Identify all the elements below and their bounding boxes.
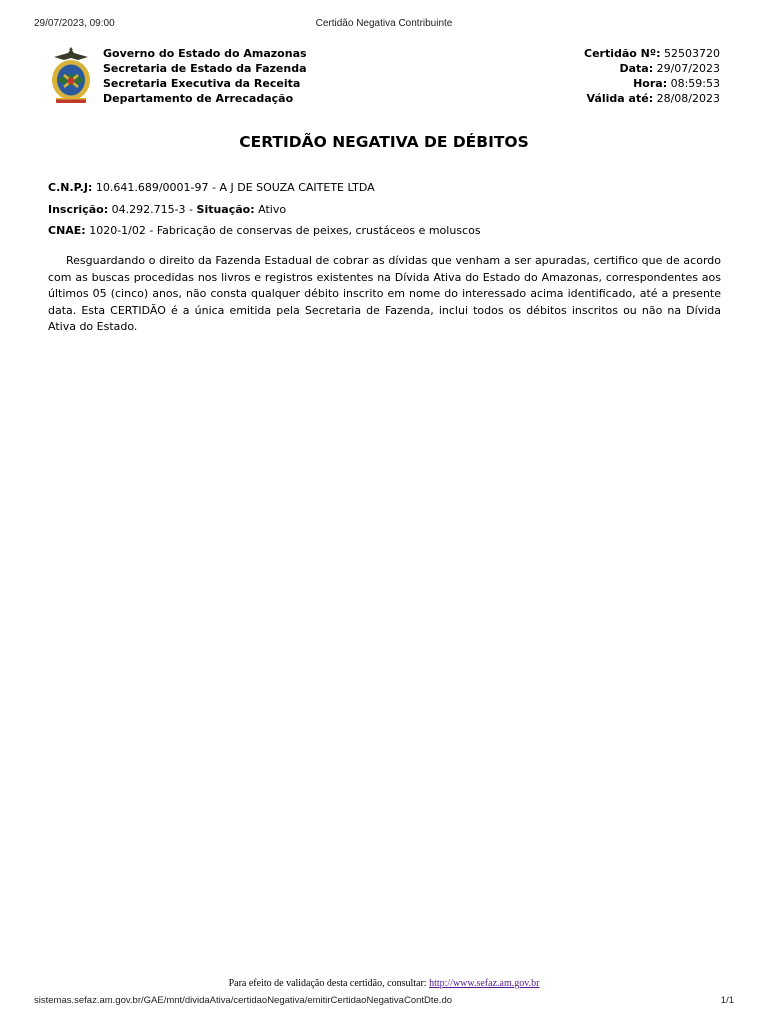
situacao-value: Ativo — [258, 203, 287, 216]
certificate-number: Certidão Nº: 52503720 — [584, 47, 720, 60]
validation-text: Para efeito de validação desta certidão, consultar: — [228, 978, 427, 989]
cnpj-field — [48, 181, 375, 194]
org-line-secretaria-receita: Secretaria Executiva da Receita — [103, 77, 301, 90]
inscricao-label: Inscrição: — [48, 203, 109, 216]
situacao-label: Situação: — [196, 203, 255, 216]
page-number: 1/1 — [720, 995, 734, 1006]
org-header — [103, 46, 307, 106]
cnae-label: CNAE: — [48, 224, 86, 237]
cnae-value: 1020-1/02 - Fabricação de conservas de peixes, crustáceos e moluscos — [89, 224, 481, 237]
print-page-title: Certidão Negativa Contribuinte — [315, 18, 453, 29]
print-datetime: 29/07/2023, 09:00 — [34, 18, 115, 29]
cnpj-label: C.N.P.J: — [48, 181, 93, 194]
validation-link[interactable]: http://www.sefaz.am.gov.br — [429, 978, 540, 989]
org-line-governo: Governo do Estado do Amazonas — [103, 47, 307, 60]
certification-paragraph: Resguardando o direito da Fazenda Estadual de cobrar as dívidas que venham a ser apuradas, certifico que de acordo com as buscas procedidas nos livros e registros existentes na Dívida Ativa do Estado do Amazonas, correspondentes aos últimos 05 (cinco) anos, não consta qualquer débito inscrito em nome do interessado acima identificado, até a presente data. Esta CERTIDÃO é a única emitida pela Secretaria de Fazenda, inclui todos os débitos inscritos ou não na Dívida Ativa do Estado. — [48, 254, 721, 334]
org-line-departamento: Departamento de Arrecadação — [103, 92, 294, 105]
certificate-info — [584, 46, 720, 106]
certificate-time: Hora: 08:59:53 — [633, 77, 720, 90]
cnae-field — [48, 224, 481, 237]
document-title: CERTIDÃO NEGATIVA DE DÉBITOS — [239, 133, 529, 151]
inscricao-value: 04.292.715-3 - — [111, 203, 194, 216]
print-url: sistemas.sefaz.am.gov.br/GAE/mnt/dividaAtiva/certidaoNegativa/emitirCertidaoNegativaContDte.do — [34, 995, 453, 1006]
certificate-valid-until: Válida até: 28/08/2023 — [586, 92, 720, 105]
validation-footer — [0, 978, 768, 989]
cnpj-value: 10.641.689/0001-97 - A J DE SOUZA CAITETE LTDA — [95, 181, 375, 194]
brasao-amazonas-icon — [48, 47, 94, 105]
certificate-date: Data: 29/07/2023 — [619, 62, 720, 75]
inscricao-field — [48, 203, 286, 216]
org-line-secretaria-fazenda: Secretaria de Estado da Fazenda — [103, 62, 307, 75]
